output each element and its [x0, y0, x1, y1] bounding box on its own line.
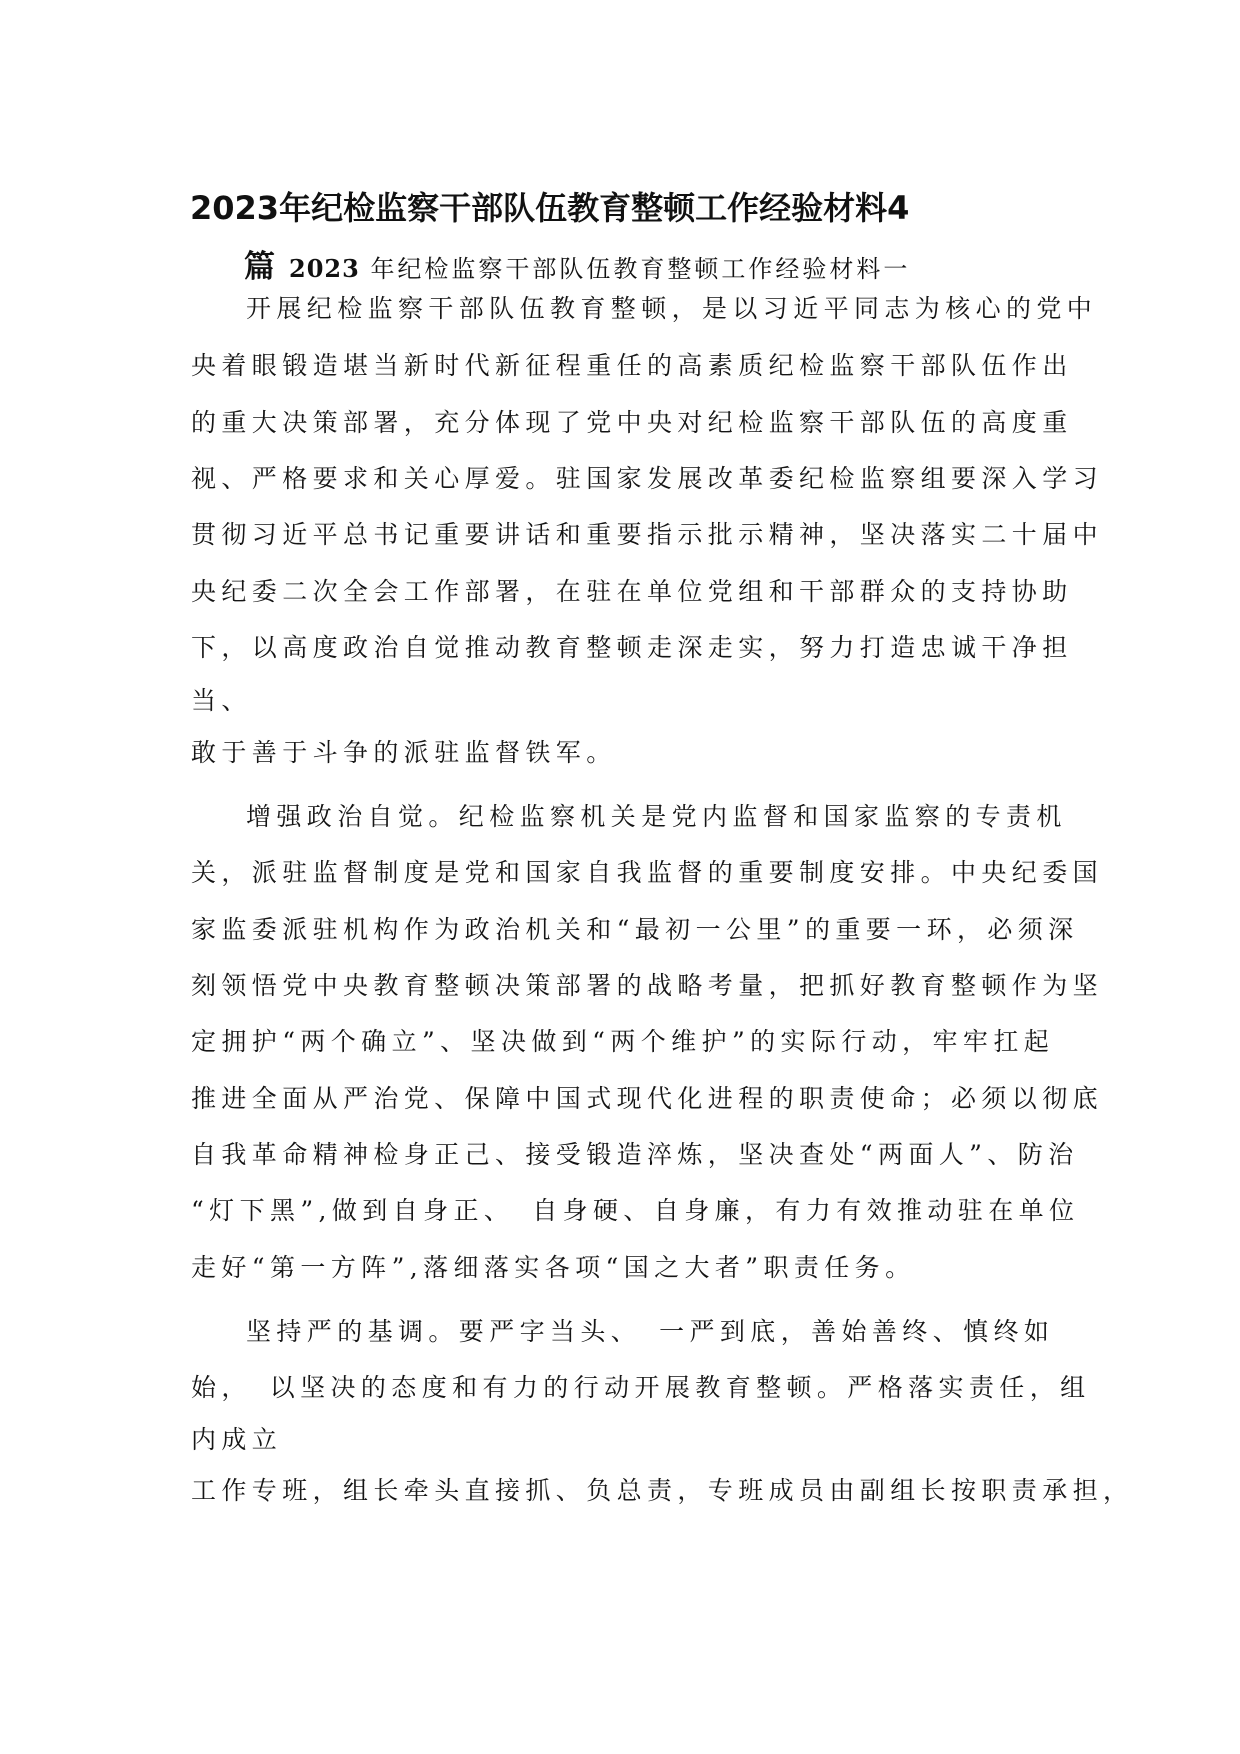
subtitle-prefix: 篇 [244, 249, 275, 285]
body-line: 推进全面从严治党、保障中国式现代化进程的职责使命；必须以彻底 [191, 1084, 1104, 1113]
body-line: 央着眼锻造堪当新时代新征程重任的高素质纪检监察干部队伍作出 [191, 351, 1073, 380]
body-line: 坚持严的基调。要严字当头、 一严到底，善始善终、慎终如 [246, 1317, 1055, 1346]
document-subtitle [244, 247, 1064, 289]
body-line: 贯彻习近平总书记重要讲话和重要指示批示精神，坚决落实二十届中 [191, 520, 1104, 549]
body-line: 自我革命精神检身正己、接受锻造淬炼，坚决查处“两面人”、防治 [191, 1140, 1079, 1169]
body-line: 下，以高度政治自觉推动教育整顿走深走实，努力打造忠诚干净担 [191, 633, 1073, 662]
subtitle-text: 年纪检监察干部队伍教育整顿工作经验材料一 [370, 255, 911, 283]
body-line: 当、 [191, 686, 252, 715]
body-line: 的重大决策部署，充分体现了党中央对纪检监察干部队伍的高度重 [191, 408, 1073, 437]
subtitle-year: 2023 [289, 254, 360, 283]
body-line: 敢于善于斗争的派驻监督铁军。 [191, 738, 617, 767]
body-line: 家监委派驻机构作为政治机关和“最初一公里”的重要一环，必须深 [191, 915, 1079, 944]
body-line: 增强政治自觉。纪检监察机关是党内监督和国家监察的专责机 [246, 802, 1067, 831]
body-line: 央纪委二次全会工作部署，在驻在单位党组和干部群众的支持协助 [191, 577, 1073, 606]
body-line: “灯下黑”,做到自身正、 自身硬、自身廉，有力有效推动驻在单位 [191, 1196, 1080, 1225]
body-line: 开展纪检监察干部队伍教育整顿，是以习近平同志为核心的党中 [246, 294, 1098, 323]
body-line: 工作专班，组长牵头直接抓、负总责，专班成员由副组长按职责承担， [191, 1476, 1134, 1505]
body-line: 刻领悟党中央教育整顿决策部署的战略考量，把抓好教育整顿作为坚 [191, 971, 1104, 1000]
body-line: 关，派驻监督制度是党和国家自我监督的重要制度安排。中央纪委国 [191, 858, 1104, 887]
body-line: 始， 以坚决的态度和有力的行动开展教育整顿。严格落实责任，组 [191, 1373, 1091, 1402]
document-title: 2023年纪检监察干部队伍教育整顿工作经验材料4 [190, 189, 910, 227]
body-line: 走好“第一方阵”,落细落实各项“国之大者”职责任务。 [191, 1253, 916, 1282]
body-line: 视、严格要求和关心厚爱。驻国家发展改革委纪检监察组要深入学习 [191, 464, 1104, 493]
body-line: 内成立 [191, 1425, 283, 1454]
body-line: 定拥护“两个确立”、坚决做到“两个维护”的实际行动，牢牢扛起 [191, 1027, 1055, 1056]
